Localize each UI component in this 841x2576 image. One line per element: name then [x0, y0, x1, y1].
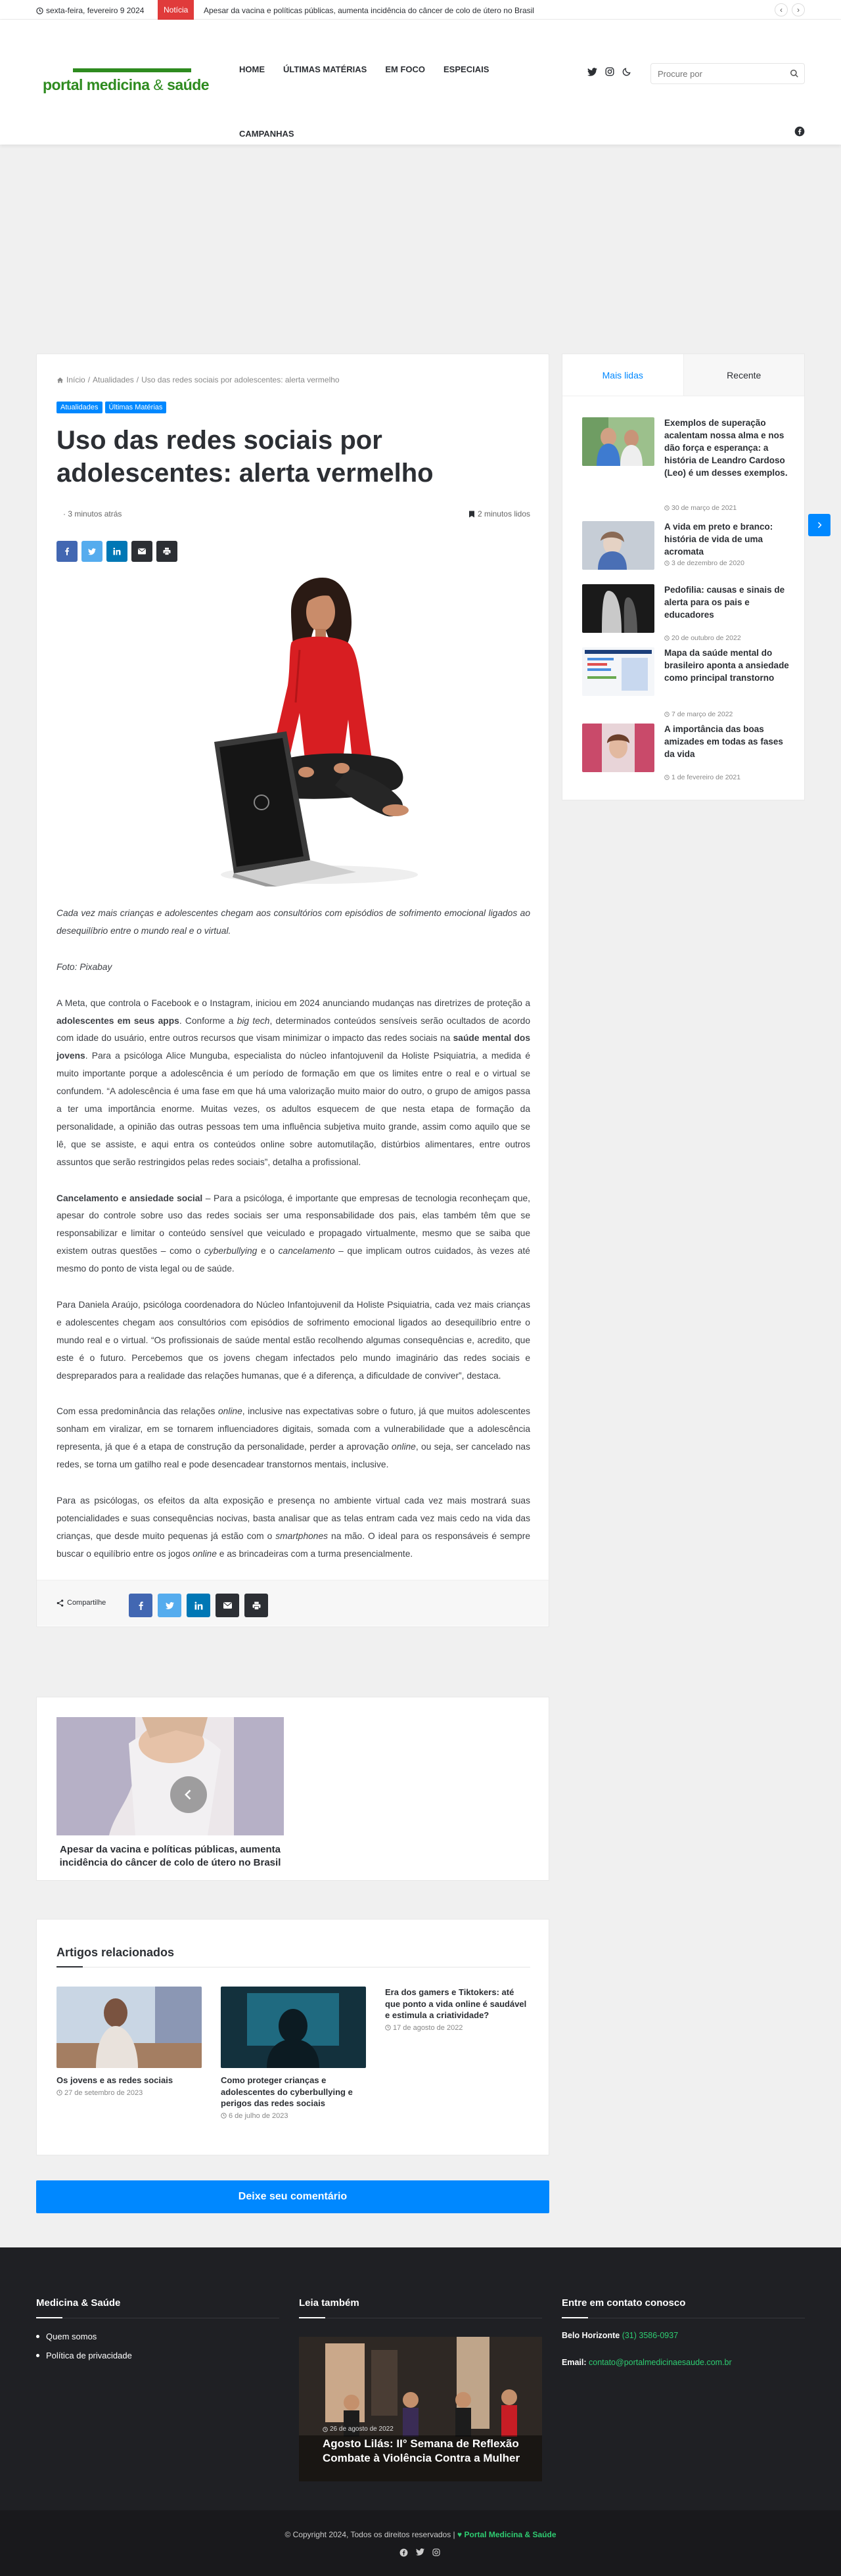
previous-post-image	[57, 1717, 284, 1835]
footer-featured-title[interactable]	[323, 2437, 520, 2466]
sidebar-post-title[interactable]: Exemplos de superação acalentam nossa alma e nos dão força e esperança: a história de Leandro Cardoso (Leo) é um desses exemplos.	[664, 418, 788, 478]
paragraph-5	[57, 1492, 530, 1563]
related-date-text: 27 de setembro de 2023	[64, 2088, 143, 2097]
chevron-right-icon[interactable]: ›	[792, 3, 805, 16]
previous-arrow-button[interactable]	[170, 1776, 207, 1813]
clock-icon	[36, 7, 43, 14]
sidebar-post-date	[664, 773, 740, 781]
p1-e: , determinados conteúdos sensíveis serão ocultados de acordo com idade do usuário, entre outros recursos que visam minimizar o impacto das redes sociais na	[57, 1015, 531, 1044]
sidebar-post-date	[664, 559, 744, 567]
footer-col1-title: Medicina & Saúde	[36, 2297, 121, 2309]
facebook-icon[interactable]	[794, 126, 805, 137]
p5-e: e as brincadeiras com a turma presencialmente.	[216, 1548, 413, 1559]
leave-comment-button[interactable]: Deixe seu comentário	[36, 2180, 549, 2213]
chevron-left-icon[interactable]: ‹	[775, 3, 788, 16]
paragraph-2	[57, 1190, 530, 1278]
share-print-button[interactable]	[244, 1594, 268, 1617]
read-time-text: 2 minutos lidos	[477, 509, 530, 518]
site-logo[interactable]	[43, 68, 210, 94]
linkedin-icon	[194, 1601, 203, 1610]
related-date	[221, 2112, 366, 2120]
sidebar-post-date	[664, 634, 741, 642]
sidebar-tabs	[562, 354, 804, 396]
p5-c: na mão. O ideal para os responsáveis é sempre buscar o equilíbrio entre os jogos	[57, 1530, 530, 1559]
logo-end: saúde	[167, 76, 210, 93]
photo-credit: Foto: Pixabay	[57, 961, 112, 972]
footer-phone-row	[562, 2332, 805, 2340]
share-label-text: Compartilhe	[67, 1599, 106, 1607]
share-buttons-bottom	[129, 1594, 268, 1617]
footer-social	[399, 2548, 440, 2557]
share-twitter-button[interactable]	[158, 1594, 181, 1617]
tab-mais-lidas[interactable]: Mais lidas	[562, 354, 684, 396]
p4-b: online	[217, 1406, 242, 1417]
clock-icon	[323, 2427, 328, 2432]
sidebar-date-text: 1 de fevereiro de 2021	[671, 773, 741, 781]
top-bar	[0, 0, 841, 20]
footer-links	[36, 2332, 279, 2360]
nav-especiais[interactable]: ESPECIAIS	[443, 64, 489, 74]
clock-icon	[664, 505, 670, 511]
envelope-icon	[138, 548, 146, 555]
clock-icon	[664, 712, 670, 717]
footer-col-contact	[562, 2297, 805, 2385]
instagram-icon[interactable]	[605, 67, 614, 76]
related-articles	[36, 1919, 549, 2155]
nav-ultimas-materias[interactable]: ÚLTIMAS MATÉRIAS	[283, 64, 367, 74]
image-caption: Cada vez mais crianças e adolescentes chegam aos consultórios com episódios de sofrimento emocional ligados ao desequilíbrio entre o mundo real e o virtual.	[57, 908, 530, 936]
printer-icon	[163, 547, 171, 555]
share-linkedin-button[interactable]	[106, 541, 127, 562]
facebook-icon	[137, 1601, 145, 1610]
copyright-brand[interactable]: Portal Medicina & Saúde	[464, 2530, 557, 2539]
related-date	[385, 2024, 530, 2032]
article-title: Uso das redes sociais por adolescentes: alerta vermelho	[57, 426, 434, 488]
sidebar-thumb-3	[582, 584, 654, 633]
ticker-nav	[775, 3, 805, 16]
search-input[interactable]	[651, 64, 783, 83]
p4-a: Com essa predominância das relações	[57, 1406, 218, 1417]
p5-b: smartphones	[275, 1530, 329, 1541]
sidebar-thumb-4	[582, 647, 654, 696]
breadcrumb-separator: /	[136, 375, 139, 384]
share-twitter-button[interactable]	[81, 541, 102, 562]
time-ago-text: 3 minutos atrás	[68, 509, 122, 518]
sidebar-date-text: 20 de outubro de 2022	[671, 634, 741, 642]
p4-d: online	[392, 1442, 416, 1452]
footer-col-about	[36, 2297, 279, 2370]
sidebar-post-title[interactable]: Mapa da saúde mental do brasileiro aponta a ansiedade como principal transtorno	[664, 648, 789, 683]
related-date-text: 6 de julho de 2023	[229, 2111, 288, 2120]
category-ultimas-materias[interactable]: Últimas Matérias	[105, 402, 167, 413]
category-tags	[57, 402, 166, 413]
related-item[interactable]	[57, 1987, 202, 2097]
share-facebook-button[interactable]	[129, 1594, 152, 1617]
header-social	[587, 67, 631, 76]
share-print-button[interactable]	[156, 541, 177, 562]
footer-city: Belo Horizonte	[562, 2331, 620, 2340]
sidebar-thumb-5	[582, 724, 654, 772]
sidebar-post-title[interactable]: Pedofilia: causas e sinais de alerta para os pais e educadores	[664, 585, 785, 620]
sidebar-post-title[interactable]: A vida em preto e branco: história de vida de uma acromata	[664, 522, 773, 557]
article-card	[36, 354, 549, 1627]
p1-c: . Conforme a	[179, 1015, 237, 1026]
footer-col-read-also	[299, 2297, 542, 2495]
footer-link-privacidade[interactable]	[36, 2351, 279, 2360]
facebook-icon[interactable]	[399, 2548, 408, 2557]
footer-email-label: Email:	[562, 2357, 587, 2367]
moon-icon[interactable]	[622, 67, 631, 76]
article-body	[57, 905, 530, 1582]
twitter-icon	[166, 1602, 174, 1609]
p4-c: , inclusive nas expectativas sobre o futuro, já que muitos adolescentes sonham em viralizar, em se tornarem influenciadores digitais, somada com a vulnerabilidade que a adolescência representa, já que é a etapa de construção da personalidade, perder a aprovação	[57, 1406, 531, 1452]
p2-c: cyberbullying	[204, 1246, 258, 1256]
printer-icon	[252, 1601, 261, 1610]
twitter-icon[interactable]	[416, 2548, 424, 2556]
bookmark-icon	[468, 511, 475, 518]
sidebar-post-date	[664, 710, 733, 718]
envelope-icon	[223, 1602, 232, 1609]
p2-e: cancelamento	[278, 1246, 335, 1256]
related-heading: Artigos relacionados	[57, 1946, 175, 1959]
related-item[interactable]	[221, 1987, 366, 2120]
p2-b: – Para a psicóloga, é importante que empresas de tecnologia reconheçam que, apesar do controle sobre uso das redes sociais ser uma responsabilidade dos pais, elas também têm que se responsabilizar e limitar o conteúdo sensível que veiculado e propagado virtualmente, mesmo que se saiba que existem outras questões – como o	[57, 1193, 531, 1256]
share-email-button[interactable]	[131, 541, 152, 562]
breadcrumb	[57, 375, 340, 384]
breadcrumb-current: Uso das redes sociais por adolescentes: alerta vermelho	[141, 375, 340, 384]
sidebar-post-date	[664, 504, 737, 512]
paragraph-1	[57, 995, 530, 1172]
share-facebook-button[interactable]	[57, 541, 78, 562]
footer-contact-info	[562, 2332, 805, 2366]
p4-e: , ou seja, ser cancelado nas redes, se torna um gatilho real e pode desencadear transtornos mentais, inclusive.	[57, 1442, 530, 1470]
news-ticker-link[interactable]: Apesar da vacina e políticas públicas, aumenta incidência do câncer de colo de útero no Brasil	[204, 6, 534, 15]
search-icon[interactable]	[790, 69, 799, 78]
clock-icon	[664, 635, 670, 641]
clock-icon	[57, 2090, 62, 2096]
footer-email[interactable]: contato@portalmedicinaesaude.com.br	[589, 2357, 732, 2367]
breadcrumb-category[interactable]: Atualidades	[93, 375, 134, 384]
clock-icon	[385, 2025, 391, 2031]
related-title[interactable]: Como proteger crianças e adolescentes do cyberbullying e perigos das redes sociais	[221, 2075, 353, 2109]
p2-a: Cancelamento e ansiedade social	[57, 1193, 203, 1203]
linkedin-icon	[113, 547, 121, 555]
related-title[interactable]: Os jovens e as redes sociais	[57, 2075, 173, 2085]
sidebar-date-text: 7 de março de 2022	[671, 710, 733, 718]
p5-a: Para as psicólogas, os efeitos da alta exposição e presença no ambiente virtual cada vez mais mostrará suas potencialidades e suas consequências nocivas, basta analisar que as telas entram cada vez mais cedo na vida das crianças, que desde muito pequenas já estão com o	[57, 1496, 530, 1541]
read-time	[468, 509, 530, 518]
clock-icon	[664, 561, 670, 566]
site-footer	[0, 2247, 841, 2510]
share-buttons-top	[57, 541, 177, 562]
heart-icon: ♥	[457, 2530, 463, 2539]
previous-post-card[interactable]	[36, 1697, 549, 1881]
logo-text	[43, 76, 210, 94]
footer-email-row	[562, 2358, 805, 2367]
previous-post-title[interactable]: Apesar da vacina e políticas públicas, aumenta incidência do câncer de colo de útero no Brasil	[59, 1844, 281, 1868]
article-featured-image	[208, 571, 431, 886]
clock-icon	[221, 2113, 227, 2119]
facebook-icon	[63, 547, 71, 555]
breadcrumb-home[interactable]: Início	[66, 375, 85, 384]
p2-f: – que implicam outros cuidados, às vezes até mesmo do ponto de vista legal ou de saúde.	[57, 1246, 530, 1274]
floating-scroll-button[interactable]	[808, 514, 830, 536]
share-bar-bottom	[37, 1580, 549, 1626]
footer-featured-date	[323, 2426, 394, 2433]
logo-main: portal medicina	[43, 76, 150, 93]
p1-f: saúde mental dos jovens	[57, 1033, 531, 1061]
time-ago: · 3 minutos atrás	[63, 509, 122, 518]
sidebar-post-title[interactable]: A importância das boas amizades em todas as fases da vida	[664, 724, 783, 759]
footer-link-text: Quem somos	[46, 2332, 97, 2341]
copyright-text	[0, 2530, 841, 2539]
p1-d: big tech	[237, 1015, 270, 1026]
clock-icon	[664, 775, 670, 780]
sidebar-date-text: 3 de dezembro de 2020	[671, 559, 744, 567]
twitter-icon[interactable]	[587, 68, 597, 76]
share-label	[57, 1599, 106, 1607]
related-item[interactable]	[385, 1987, 530, 2032]
share-linkedin-button[interactable]	[187, 1594, 210, 1617]
instagram-icon[interactable]	[432, 2548, 440, 2556]
footer-col2-title: Leia também	[299, 2297, 359, 2309]
related-date	[57, 2089, 202, 2097]
footer-featured-post[interactable]	[299, 2337, 542, 2481]
search-box	[650, 63, 805, 84]
category-atualidades[interactable]: Atualidades	[57, 402, 102, 413]
related-title[interactable]: Era dos gamers e Tiktokers: até que ponto a vida online é saudável e estimula a criatividade?	[385, 1987, 527, 2021]
footer-featured-line2: Combate à Violência Contra a Mulher	[323, 2451, 520, 2464]
p1-b: adolescentes em seus apps	[57, 1015, 179, 1026]
logo-amp: &	[153, 76, 164, 93]
footer-link-text: Política de privacidade	[46, 2351, 132, 2360]
sidebar-thumb-2	[582, 521, 654, 570]
nav-home[interactable]: HOME	[239, 64, 265, 74]
main-nav	[239, 64, 489, 74]
footer-phone[interactable]: (31) 3586-0937	[622, 2331, 679, 2340]
date-display	[36, 6, 144, 15]
paragraph-3: Para Daniela Araújo, psicóloga coordenadora do Núcleo Infantojuvenil da Holiste Psiquiatria, cada vez mais crianças e adolescentes chegam aos consultórios com episódios de sofrimento emocional ligados ao desequilíbrio entre o mundo real e o virtual. “Os profissionais de saúde mental estão recolhendo algumas consequências e, acredito, que este é o futuro. Percebemos que os jovens chegam infectados pelo mundo imaginário das redes sociais e despreparados para a realidade das relações humanas, que é a diferença, a dificuldade de conviver”, destaca.	[57, 1300, 530, 1381]
share-icon	[57, 1599, 64, 1607]
p1-g: . Para a psicóloga Alice Munguba, especialista do núcleo infantojuvenil da Holiste Psiquiatria, a medida é muito importante porque a adolescência é um período de formação em que os limites entre o real e o virtual se confundem. “A adolescência é uma fase em que há uma valorização muito maior do outro, o grupo de amigos passa a ter uma importância enorme. Muitas vezes, os adultos esquecem de que nesta etapa de formação da personalidade, a opinião das outras pessoas tem uma influência subjetiva muito grande, assim como aquilo que se lê, que se assiste, e aqui entra os conteúdos online sobre automutilação, distúrbios alimentares, entre outros assuntos que serão restringidos pelas redes sociais”, detalha a profissional.	[57, 1051, 530, 1167]
p2-d: e o	[257, 1246, 279, 1256]
site-header	[0, 20, 841, 145]
logo-bar	[73, 68, 191, 72]
share-email-button[interactable]	[216, 1594, 239, 1617]
chevron-right-icon	[815, 521, 823, 529]
paragraph-4	[57, 1403, 530, 1474]
p1-a: A Meta, que controla o Facebook e o Instagram, iniciou em 2024 anunciando mudanças nas diretrizes de proteção a	[57, 998, 530, 1008]
chevron-left-icon	[182, 1788, 195, 1801]
related-image-2	[221, 1987, 366, 2068]
tab-recente[interactable]: Recente	[684, 354, 805, 396]
footer-featured-line1: Agosto Lilás: II° Semana de Reflexão	[323, 2437, 519, 2450]
related-date-text: 17 de agosto de 2022	[393, 2023, 463, 2032]
sidebar-thumb-1	[582, 417, 654, 466]
sidebar-date-text: 30 de março de 2021	[671, 504, 737, 512]
footer-link-quem-somos[interactable]	[36, 2332, 279, 2341]
date-text: sexta-feira, fevereiro 9 2024	[46, 6, 145, 15]
footer-featured-date-text: 26 de agosto de 2022	[330, 2426, 394, 2433]
vaccine-illustration	[57, 1717, 284, 1835]
copyright-bar	[0, 2510, 841, 2576]
breadcrumb-separator: /	[87, 375, 91, 384]
p5-d: online	[193, 1548, 217, 1559]
sidebar-widget	[562, 354, 805, 800]
home-icon	[57, 377, 64, 384]
news-badge: Notícia	[158, 0, 194, 20]
nav-campanhas[interactable]: CAMPANHAS	[239, 129, 294, 139]
nav-em-foco[interactable]: EM FOCO	[385, 64, 426, 74]
footer-col3-title: Entre em contato conosco	[562, 2297, 686, 2309]
copyright-notice: © Copyright 2024, Todos os direitos reservados |	[284, 2530, 455, 2539]
related-image-1	[57, 1987, 202, 2068]
twitter-icon	[88, 548, 96, 555]
